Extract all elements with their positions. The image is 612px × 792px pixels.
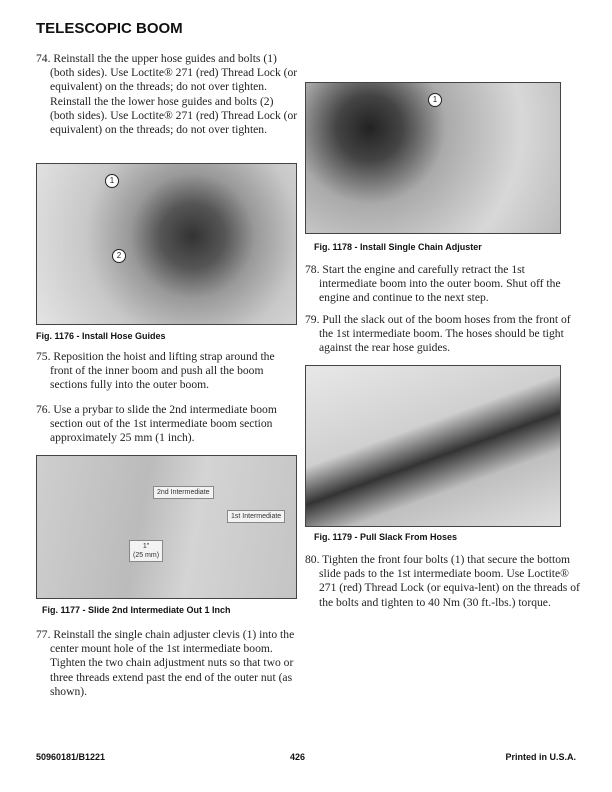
step-79: 79. Pull the slack out of the boom hoses from the front of the 1st intermediate boom. The hoses should be tight against the rear hose guides. xyxy=(305,313,571,355)
figure-1179-caption: Fig. 1179 - Pull Slack From Hoses xyxy=(314,532,458,542)
figure-1177-photo xyxy=(36,455,297,599)
step-76: 76. Use a prybar to slide the 2nd intermediate boom section out of the 1st intermediate boom section approximately 25 mm (1 inch). xyxy=(36,403,277,445)
section-title: TELESCOPIC BOOM xyxy=(36,20,183,37)
callout-1: 1 xyxy=(105,174,119,188)
callout-2: 2 xyxy=(112,249,126,263)
step-78: 78. Start the engine and carefully retract the 1st intermediate boom into the outer boom. Shut off the engine and continue to the next step. xyxy=(305,263,561,305)
label-1st-intermediate: 1st Intermediate xyxy=(227,510,285,523)
figure-1177-caption: Fig. 1177 - Slide 2nd Intermediate Out 1 Inch xyxy=(42,605,231,615)
step-77: 77. Reinstall the single chain adjuster clevis (1) into the center mount hole of the 1st intermediate boom. Tighten the two chain adjustment nuts so that two or three threads extend past the end of the outer nut (as shown). xyxy=(36,628,295,698)
figure-1178-photo xyxy=(305,82,561,234)
footer-printed: Printed in U.S.A. xyxy=(505,752,576,762)
figure-1176-photo xyxy=(36,163,297,325)
figure-1176-caption: Fig. 1176 - Install Hose Guides xyxy=(36,331,166,341)
step-75: 75. Reposition the hoist and lifting strap around the front of the inner boom and push all the boom sections fully into the outer boom. xyxy=(36,350,275,392)
callout-1: 1 xyxy=(428,93,442,107)
label-dimension xyxy=(129,540,163,562)
label-2nd-intermediate: 2nd Intermediate xyxy=(153,486,214,499)
figure-1179-photo xyxy=(305,365,561,527)
step-74: 74. Reinstall the the upper hose guides and bolts (1) (both sides). Use Loctite® 271 (red) Thread Lock (or equivalent) on the threads; do not over tighten. Reinstall the the lower hose guides and bolts (2) (both sides). Use Loctite® 271 (red) Thread Lock (or equivalent) on the threads; do not over tighten. xyxy=(36,52,298,137)
footer-page-number: 426 xyxy=(290,752,306,762)
footer-doc-number: 50960181/B1221 xyxy=(36,752,106,762)
figure-1178-caption: Fig. 1178 - Install Single Chain Adjuster xyxy=(314,242,482,252)
dimension-mm: (25 mm) xyxy=(133,552,160,559)
step-80: 80. Tighten the front four bolts (1) that secure the bottom slide pads to the 1st intermediate boom. Use Loctite® 271 (red) Thread Lock (or equiva-lent) on the threads of the bolts and tighten to 40 Nm (30 ft.-lbs.) torque. xyxy=(305,553,580,609)
dimension-inch: 1" xyxy=(142,543,150,550)
